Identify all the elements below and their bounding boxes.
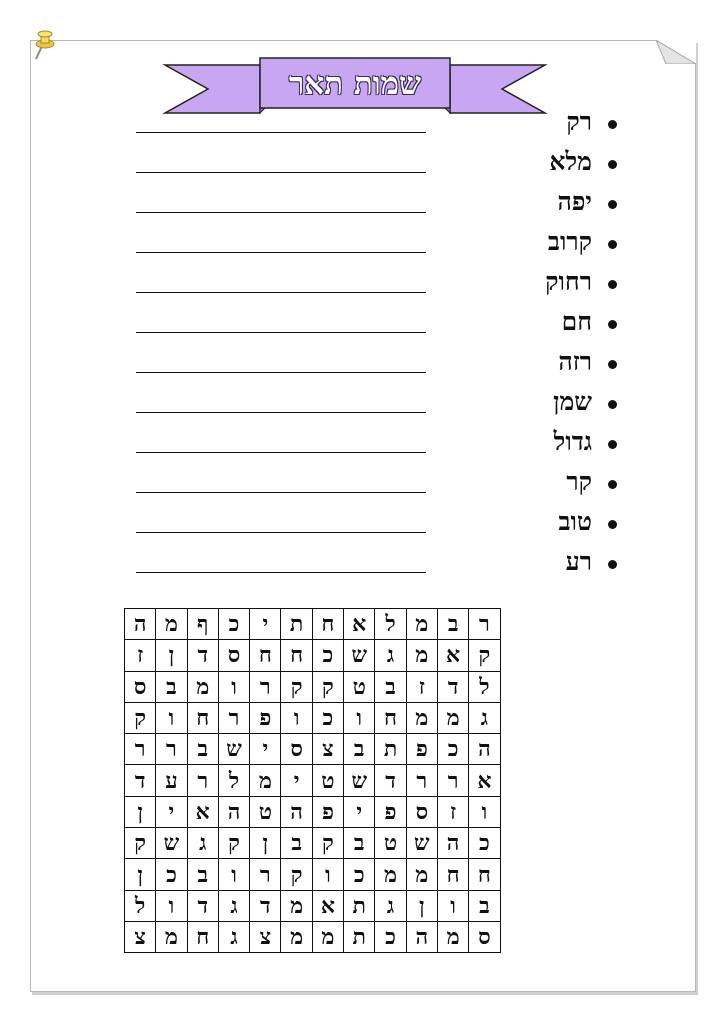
- list-item: [130, 105, 620, 145]
- word-text: יפה: [557, 187, 592, 216]
- grid-cell[interactable]: ה: [281, 796, 312, 827]
- grid-cell[interactable]: ק: [125, 702, 156, 733]
- grid-cell[interactable]: ל: [218, 765, 249, 796]
- grid-cell[interactable]: ה: [469, 734, 500, 765]
- grid-cell[interactable]: ג: [187, 828, 218, 859]
- grid-cell[interactable]: י: [156, 796, 187, 827]
- grid-cell[interactable]: ט: [250, 796, 281, 827]
- grid-cell[interactable]: פ: [375, 796, 406, 827]
- grid-cell[interactable]: כ: [375, 921, 406, 952]
- grid-cell[interactable]: ח: [375, 702, 406, 733]
- grid-cell[interactable]: ו: [312, 859, 343, 890]
- grid-cell[interactable]: ה: [437, 828, 468, 859]
- grid-cell[interactable]: ק: [312, 671, 343, 702]
- list-item: [130, 185, 620, 225]
- grid-cell[interactable]: מ: [375, 859, 406, 890]
- list-item: [130, 545, 620, 585]
- grid-cell[interactable]: ג: [218, 890, 249, 921]
- grid-cell[interactable]: ר: [125, 734, 156, 765]
- grid-cell[interactable]: ד: [187, 640, 218, 671]
- list-item: [130, 385, 620, 425]
- list-item: [130, 465, 620, 505]
- grid-cell[interactable]: מ: [156, 921, 187, 952]
- list-item: [130, 145, 620, 185]
- grid-cell[interactable]: י: [250, 609, 281, 640]
- grid-cell[interactable]: מ: [250, 765, 281, 796]
- grid-cell[interactable]: כ: [469, 828, 500, 859]
- bullet-icon: [608, 280, 617, 289]
- grid-cell[interactable]: ד: [437, 671, 468, 702]
- grid-cell[interactable]: ט: [344, 671, 375, 702]
- bullet-icon: [608, 240, 617, 249]
- grid-row: [125, 828, 501, 859]
- grid-cell[interactable]: מ: [437, 921, 468, 952]
- word-search-grid: [124, 608, 501, 953]
- grid-cell[interactable]: מ: [406, 702, 437, 733]
- grid-cell[interactable]: ר: [250, 671, 281, 702]
- grid-cell[interactable]: א: [469, 765, 500, 796]
- grid-cell[interactable]: ל: [125, 890, 156, 921]
- grid-cell[interactable]: א: [437, 640, 468, 671]
- grid-cell[interactable]: ב: [375, 671, 406, 702]
- page-title: שמות תאר: [289, 66, 421, 102]
- grid-cell[interactable]: ג: [469, 702, 500, 733]
- grid-cell[interactable]: מ: [187, 671, 218, 702]
- grid-cell[interactable]: מ: [156, 609, 187, 640]
- word-text: קר: [566, 467, 592, 496]
- grid-cell[interactable]: ב: [156, 671, 187, 702]
- grid-cell[interactable]: ס: [406, 796, 437, 827]
- grid-cell[interactable]: מ: [406, 609, 437, 640]
- grid-cell[interactable]: א: [312, 890, 343, 921]
- list-item: [130, 425, 620, 465]
- grid-cell[interactable]: י: [250, 734, 281, 765]
- grid-row: [125, 671, 501, 702]
- answer-line: [136, 492, 426, 493]
- grid-cell[interactable]: ק: [469, 640, 500, 671]
- answer-line: [136, 212, 426, 213]
- bullet-icon: [608, 560, 617, 569]
- answer-line: [136, 412, 426, 413]
- grid-cell[interactable]: ש: [406, 828, 437, 859]
- grid-cell[interactable]: ת: [281, 609, 312, 640]
- word-text: גדול: [553, 427, 592, 456]
- grid-cell[interactable]: צ: [312, 734, 343, 765]
- bullet-icon: [608, 520, 617, 529]
- grid-cell[interactable]: ס: [281, 734, 312, 765]
- grid-cell[interactable]: ש: [344, 640, 375, 671]
- grid-cell[interactable]: ד: [250, 890, 281, 921]
- word-text: שמן: [553, 387, 592, 416]
- grid-row: [125, 921, 501, 952]
- grid-cell[interactable]: ת: [375, 734, 406, 765]
- grid-cell[interactable]: ק: [281, 671, 312, 702]
- grid-cell[interactable]: ו: [344, 702, 375, 733]
- grid-cell[interactable]: ז: [125, 640, 156, 671]
- grid-cell[interactable]: ג: [218, 921, 249, 952]
- grid-cell[interactable]: מ: [406, 640, 437, 671]
- grid-cell[interactable]: י: [281, 765, 312, 796]
- grid-cell[interactable]: ן: [250, 828, 281, 859]
- grid-cell[interactable]: ע: [156, 765, 187, 796]
- list-item: [130, 345, 620, 385]
- grid-cell[interactable]: ר: [437, 765, 468, 796]
- bullet-icon: [608, 200, 617, 209]
- grid-cell[interactable]: ח: [250, 640, 281, 671]
- grid-cell[interactable]: ו: [437, 890, 468, 921]
- grid-cell[interactable]: כ: [218, 609, 249, 640]
- list-item: [130, 305, 620, 345]
- grid-cell[interactable]: ח: [187, 702, 218, 733]
- grid-row: [125, 765, 501, 796]
- answer-line: [136, 452, 426, 453]
- grid-cell[interactable]: ן: [156, 640, 187, 671]
- grid-cell[interactable]: צ: [250, 921, 281, 952]
- answer-line: [136, 292, 426, 293]
- grid-cell[interactable]: א: [344, 609, 375, 640]
- grid-cell[interactable]: ו: [469, 796, 500, 827]
- grid-cell[interactable]: ד: [125, 765, 156, 796]
- answer-line: [136, 532, 426, 533]
- grid-cell[interactable]: ר: [250, 859, 281, 890]
- grid-cell[interactable]: ט: [312, 765, 343, 796]
- grid-row: [125, 640, 501, 671]
- word-text: רק: [566, 107, 592, 136]
- grid-cell[interactable]: ה: [125, 609, 156, 640]
- grid-cell[interactable]: א: [187, 796, 218, 827]
- grid-cell[interactable]: ק: [125, 828, 156, 859]
- grid-cell[interactable]: ח: [437, 859, 468, 890]
- grid-cell[interactable]: כ: [156, 859, 187, 890]
- grid-cell[interactable]: ח: [469, 859, 500, 890]
- grid-cell[interactable]: ס: [218, 640, 249, 671]
- answer-line: [136, 572, 426, 573]
- grid-cell[interactable]: כ: [312, 640, 343, 671]
- grid-cell[interactable]: כ: [344, 859, 375, 890]
- grid-cell[interactable]: ב: [344, 734, 375, 765]
- answer-line: [136, 252, 426, 253]
- grid-cell[interactable]: ס: [125, 671, 156, 702]
- bullet-icon: [608, 360, 617, 369]
- grid-cell[interactable]: מ: [312, 921, 343, 952]
- bullet-icon: [608, 400, 617, 409]
- grid-row: [125, 796, 501, 827]
- grid-cell[interactable]: ד: [187, 890, 218, 921]
- list-item: [130, 225, 620, 265]
- grid-cell[interactable]: מ: [406, 859, 437, 890]
- word-text: קרוב: [547, 227, 592, 256]
- grid-row: [125, 734, 501, 765]
- grid-cell[interactable]: ש: [156, 828, 187, 859]
- grid-cell[interactable]: ר: [156, 734, 187, 765]
- grid-cell[interactable]: פ: [250, 702, 281, 733]
- grid-cell[interactable]: ר: [406, 765, 437, 796]
- grid-cell[interactable]: ג: [375, 890, 406, 921]
- grid-cell[interactable]: ה: [406, 921, 437, 952]
- grid-cell[interactable]: ז: [406, 671, 437, 702]
- grid-cell[interactable]: ט: [375, 828, 406, 859]
- grid-row: [125, 702, 501, 733]
- bullet-icon: [608, 320, 617, 329]
- answer-line: [136, 372, 426, 373]
- grid-cell[interactable]: ב: [187, 734, 218, 765]
- grid-cell[interactable]: ו: [281, 702, 312, 733]
- grid-cell[interactable]: ש: [344, 765, 375, 796]
- grid-cell[interactable]: ר: [218, 702, 249, 733]
- grid-cell[interactable]: כ: [437, 734, 468, 765]
- grid-cell[interactable]: ב: [344, 828, 375, 859]
- grid-row: [125, 859, 501, 890]
- grid-cell[interactable]: מ: [281, 921, 312, 952]
- grid-cell[interactable]: ו: [218, 859, 249, 890]
- grid-cell[interactable]: ס: [469, 921, 500, 952]
- grid-cell[interactable]: ג: [375, 640, 406, 671]
- word-text: רחוק: [545, 267, 592, 296]
- grid-cell[interactable]: ה: [218, 796, 249, 827]
- word-text: רע: [565, 547, 592, 576]
- answer-line: [136, 132, 426, 133]
- grid-cell[interactable]: ח: [281, 640, 312, 671]
- bullet-icon: [608, 120, 617, 129]
- grid-cell[interactable]: מ: [281, 890, 312, 921]
- grid-row: [125, 890, 501, 921]
- grid-cell[interactable]: ח: [187, 921, 218, 952]
- grid-cell[interactable]: ר: [187, 765, 218, 796]
- answer-line: [136, 332, 426, 333]
- grid-cell[interactable]: ק: [218, 828, 249, 859]
- grid-cell[interactable]: ב: [437, 609, 468, 640]
- word-text: רזה: [558, 347, 592, 376]
- grid-cell[interactable]: ר: [469, 609, 500, 640]
- grid-cell[interactable]: ד: [375, 765, 406, 796]
- grid-cell[interactable]: ב: [187, 859, 218, 890]
- list-item: [130, 265, 620, 305]
- grid-cell[interactable]: כ: [312, 702, 343, 733]
- grid-cell[interactable]: ף: [187, 609, 218, 640]
- grid-cell[interactable]: ו: [218, 671, 249, 702]
- grid-cell[interactable]: ק: [312, 828, 343, 859]
- grid-cell[interactable]: ו: [156, 702, 187, 733]
- word-text: חם: [561, 307, 592, 336]
- grid-cell[interactable]: ת: [344, 890, 375, 921]
- grid-cell[interactable]: ן: [125, 859, 156, 890]
- bullet-icon: [608, 480, 617, 489]
- grid-cell[interactable]: ב: [469, 890, 500, 921]
- grid-cell[interactable]: פ: [406, 734, 437, 765]
- answer-line: [136, 172, 426, 173]
- grid-cell[interactable]: ל: [469, 671, 500, 702]
- word-text: טוב: [558, 507, 592, 536]
- grid-cell[interactable]: פ: [312, 796, 343, 827]
- grid-cell[interactable]: מ: [437, 702, 468, 733]
- grid-cell[interactable]: ק: [281, 859, 312, 890]
- grid-cell[interactable]: ן: [406, 890, 437, 921]
- bullet-icon: [608, 440, 617, 449]
- list-item: [130, 505, 620, 545]
- grid-cell[interactable]: י: [344, 796, 375, 827]
- grid-cell[interactable]: ו: [156, 890, 187, 921]
- grid-cell[interactable]: ת: [344, 921, 375, 952]
- grid-cell[interactable]: ח: [312, 609, 343, 640]
- grid-cell[interactable]: צ: [125, 921, 156, 952]
- word-text: מלא: [549, 147, 592, 176]
- grid-cell[interactable]: ן: [125, 796, 156, 827]
- grid-cell[interactable]: ז: [437, 796, 468, 827]
- bullet-icon: [608, 160, 617, 169]
- grid-row: [125, 609, 501, 640]
- grid-cell[interactable]: ב: [281, 828, 312, 859]
- grid-cell[interactable]: ש: [218, 734, 249, 765]
- grid-cell[interactable]: ל: [375, 609, 406, 640]
